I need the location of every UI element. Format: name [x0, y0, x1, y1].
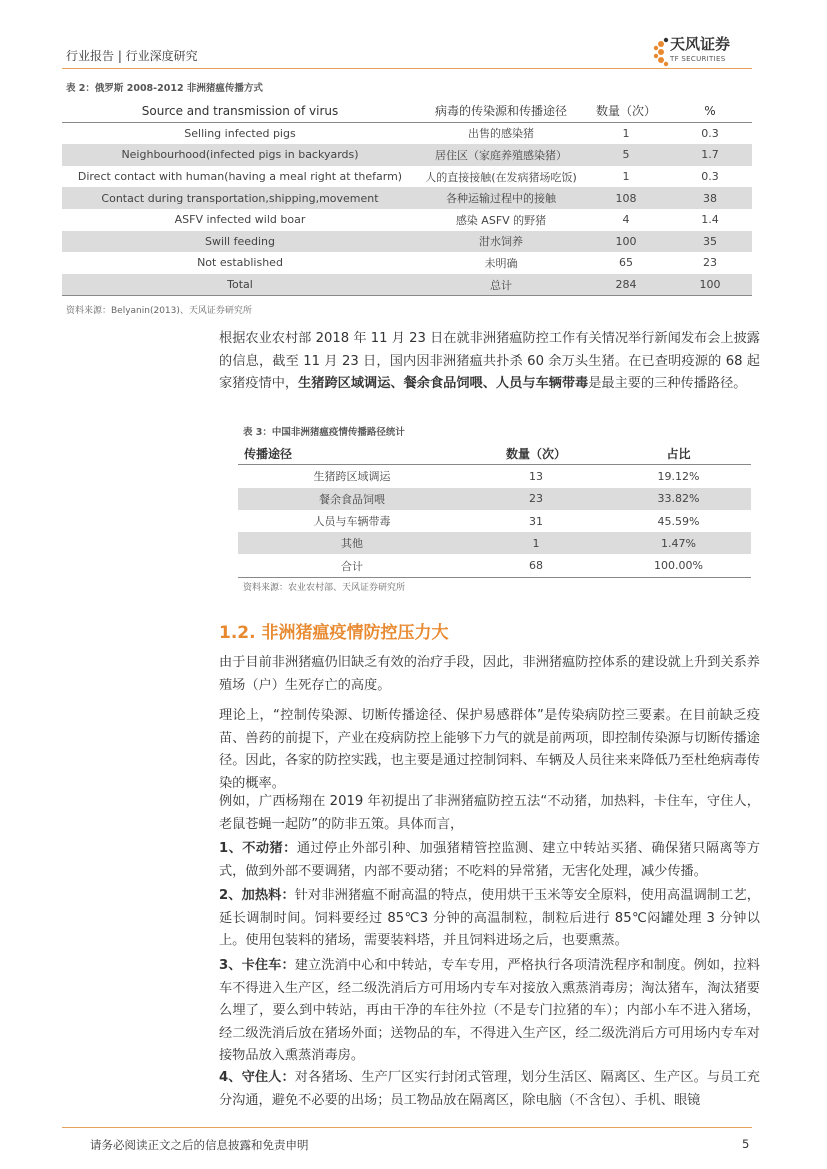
table-row: [62, 209, 752, 231]
table2-header-row: [62, 100, 752, 122]
table-cell: 5: [584, 144, 668, 166]
table2-header-cell: %: [704, 103, 716, 118]
page-number: 5: [742, 1137, 750, 1151]
table-cell: 人的直接接触(在发病猪场吃饭): [425, 170, 577, 184]
table-row: [238, 465, 751, 488]
table-row: [62, 187, 752, 209]
table-cell: 0.3: [701, 170, 719, 184]
table-row: [238, 510, 751, 532]
table-cell: 31: [529, 514, 543, 528]
table3-header-row: [238, 442, 751, 465]
table-cell: 100.00%: [654, 559, 703, 573]
table-row: [62, 144, 752, 166]
table-cell: 45.59%: [657, 514, 700, 528]
paragraph-text: 理论上，“控制传染源、切断传播途径、保护易感群体”是传染病防控三要素。在目前缺乏疫苗、兽药的前提下，产业在疫病防控上能够下力气的就是前两项，即控制传染源与切断传播途径。因此，各家的防控实践，也主要是通过控制饲料、车辆及人员往来来降低乃至杜绝病毒传染的概率。: [219, 708, 760, 791]
table-cell: Contact during transportation,shipping,movement: [62, 187, 418, 209]
table2-header-cell: 病毒的传染源和传播途径: [434, 104, 567, 119]
table3-source: 资料来源：农业农村部、天风证券研究所: [243, 583, 406, 593]
table-cell: 35: [668, 231, 752, 253]
table-cell: 100: [668, 274, 752, 296]
paragraph-text: 针对非洲猪瘟不耐高温的特点，使用烘干玉米等安全原料，使用高温调制工艺，延长调制时间。饲料要经过 85℃3 分钟的高温制粒，制粒后进行 85℃闷罐处理 3 分钟以上。使用包装料的猪场，需要装料塔，并且饲料进场之后，也要熏蒸。: [219, 888, 760, 949]
table-cell: 23: [466, 488, 606, 510]
table-row: [62, 166, 752, 188]
table-cell: 感染 ASFV 的野猪: [455, 213, 547, 227]
table-cell: 33.82%: [606, 488, 751, 510]
paragraph-text: 对各猪场、生产厂区实行封闭式管理，划分生活区、隔离区、生产区。与员工充分沟通，避免不必要的出场；员工物品放在隔离区，除电脑（不含包）、手机、眼镜: [219, 1070, 760, 1108]
paragraph-text: 建立洗消中心和中转站，专车专用，严格执行各项清洗程序和制度。例如，拉料车不得进入生产区，经二级洗消后方可用场内专车对接放入熏蒸消毒房；淘汰猪车，淘汰猪要么埋了，要么到中转站，再由干净的车往外拉（不是专门拉猪的车）；内部小车不进入猪场，经二级洗消后放在猪场外面；送物品的车，不得进入生产区，经二级洗消后方可用场内专车对接物品放入熏蒸消毒房。: [219, 958, 760, 1064]
table-row: [62, 231, 752, 253]
table-cell: 合计: [341, 559, 363, 573]
table-cell: ASFV infected wild boar: [174, 213, 306, 227]
table-cell: 其他: [238, 532, 466, 554]
table-cell: 38: [668, 187, 752, 209]
report-type: 行业报告 | 行业深度研究: [66, 49, 198, 63]
table-cell: Not established: [197, 256, 283, 270]
body-paragraph: [219, 955, 760, 1068]
table-row: [238, 554, 751, 577]
table-cell: 68: [529, 559, 543, 573]
table2-source: 资料来源：Belyanin(2013)、天风证券研究所: [66, 306, 252, 316]
table-cell: 23: [703, 256, 717, 270]
table-cell: 未明确: [484, 256, 518, 270]
table-cell: 108: [584, 187, 668, 209]
table-cell: 19.12%: [657, 469, 700, 483]
table2-caption: 表 2：俄罗斯 2008-2012 非洲猪瘟传播方式: [66, 83, 263, 94]
table3: [238, 442, 751, 578]
footer-divider: [62, 1127, 752, 1128]
table-cell: Total: [62, 274, 418, 296]
table-row: [62, 252, 752, 274]
table-cell: 1: [622, 126, 630, 140]
paragraph-text: 例如，广西杨翔在 2019 年初提出了非洲猪瘟防控五法“不动猪，加热料，卡住车，守住人，老鼠苍蝇一起防”的防非五策。具体而言，: [219, 794, 760, 832]
logo-name: 天风证券: [670, 35, 731, 53]
paragraph-text: 由于目前非洲猪瘟仍旧缺乏有效的治疗手段，因此，非洲猪瘟防控体系的建设就上升到关系养殖场（户）生死存亡的高度。: [219, 655, 760, 693]
table-cell: 65: [619, 256, 633, 270]
table-cell: Neighbourhood(infected pigs in backyards): [62, 144, 418, 166]
table-cell: 1: [466, 532, 606, 554]
header-divider: [62, 68, 752, 69]
body-paragraph: [219, 791, 760, 836]
table-cell: Swill feeding: [62, 231, 418, 253]
table-cell: 出售的感染猪: [468, 127, 534, 141]
table3-header-cell: 数量（次）: [505, 446, 566, 461]
table3-header-cell: 传播途径: [244, 446, 293, 461]
table3-caption: 表 3：中国非洲猪瘟疫情传播路径统计: [243, 427, 405, 438]
table-cell: 1.4: [701, 213, 719, 227]
table-cell: 1.7: [668, 144, 752, 166]
table-cell: 居住区（家庭养殖感染猪）: [418, 144, 584, 166]
table-row: [238, 532, 751, 554]
body-paragraph: [219, 705, 760, 795]
table-cell: 各种运输过程中的接触: [418, 187, 584, 209]
body-paragraph: [219, 652, 760, 697]
table-row: [62, 122, 752, 144]
section-title: 1.2. 非洲猪瘟疫情防控压力大: [219, 623, 449, 643]
body-paragraph: [219, 838, 760, 883]
table-cell: 0.3: [701, 126, 719, 140]
table-cell: 人员与车辆带毒: [313, 515, 391, 529]
paragraph-text: 通过停止外部引种、加强猪精管控监测、建立中转站买猪、确保猪只隔离等方式，做到外部不要调猪，内部不要动猪；不吃料的异常猪，无害化处理，减少传播。: [219, 841, 760, 879]
paragraph-lead: 2、加热料：: [219, 888, 295, 903]
table-cell: 1: [622, 170, 630, 184]
table-cell: 餐余食品饲喂: [238, 488, 466, 510]
intro-paragraph: [219, 328, 760, 396]
paragraph-bold: 生猪跨区域调运、餐余食品饲喂、人员与车辆带毒: [298, 376, 589, 392]
body-paragraph: [219, 1067, 760, 1112]
table2: [62, 100, 752, 296]
table-cell: 100: [584, 231, 668, 253]
table3-header-cell: 占比: [666, 446, 691, 461]
table-cell: 4: [622, 213, 630, 227]
footer-disclaimer: 请务必阅读正文之后的信息披露和免责申明: [90, 1138, 309, 1152]
table-cell: 1.47%: [606, 532, 751, 554]
table-cell: Selling infected pigs: [184, 126, 296, 140]
table2-header-cell: Source and transmission of virus: [141, 103, 339, 118]
paragraph-lead: 1、不动猪：: [219, 841, 297, 856]
table-row: [62, 274, 752, 296]
body-paragraph: [219, 885, 760, 953]
logo-subtitle: TF SECURITIES: [670, 55, 726, 63]
table-cell: 泔水饲养: [418, 231, 584, 253]
table-row: [238, 488, 751, 510]
table2-header-cell: 数量（次）: [595, 104, 656, 119]
table-cell: 生猪跨区域调运: [313, 470, 391, 484]
table-cell: 284: [584, 274, 668, 296]
paragraph-lead: 4、守住人：: [219, 1070, 295, 1085]
table-cell: 总计: [418, 274, 584, 296]
paragraph-text: 是最主要的三种传播路径。: [588, 376, 747, 392]
table-cell: 13: [529, 469, 543, 483]
table-cell: Direct contact with human(having a meal right at thefarm): [77, 170, 403, 184]
paragraph-text: 根据农业农村部 2018 年 11 月 23 日在就非洲猪瘟防控工作有关情况举行新闻发布会上披露的信息，截至 11 月 23 日，国内因非洲猪瘟共扑杀 60 余万头生猪。在已查明疫源的 68 起家猪疫情中，: [219, 331, 760, 392]
paragraph-lead: 3、卡住车：: [219, 958, 295, 973]
